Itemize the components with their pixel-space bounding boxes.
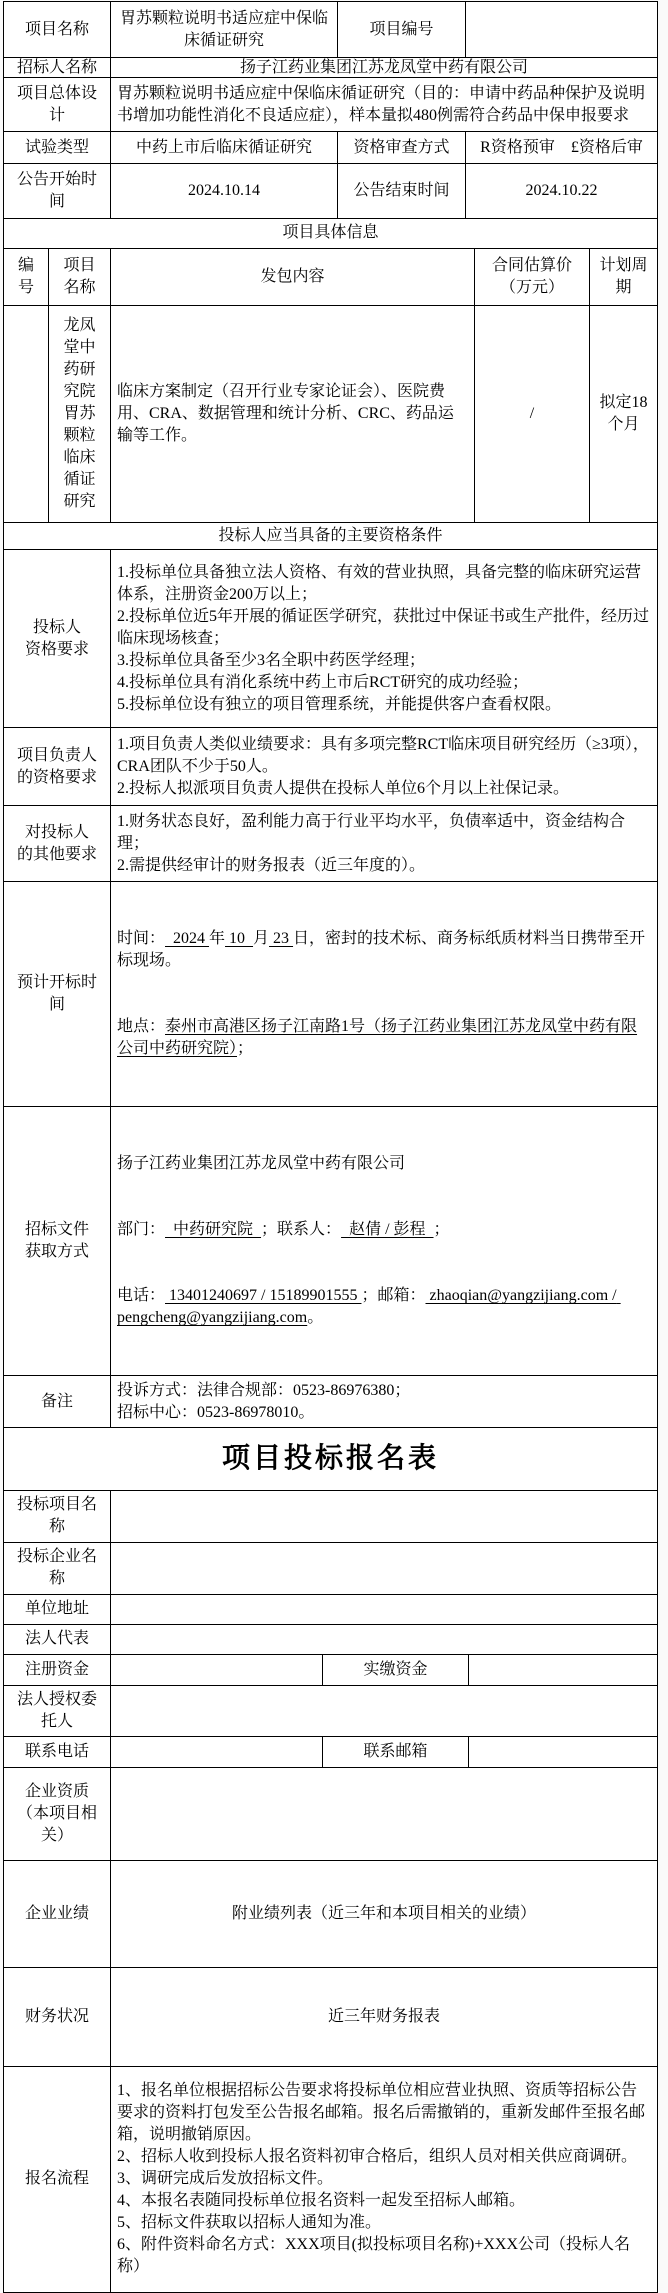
authorized-person-label: 法人授权委 托人 (4, 1685, 111, 1736)
paid-capital-value (469, 1654, 658, 1685)
remark-value: 投诉方式：法律合规部：0523-86976380； 招标中心：0523-86978010。 (111, 1376, 658, 1428)
bidder-requirements-value: 1.投标单位具备独立法人资格、有效的营业执照，具备完整的临床研究运营体系，注册资金200万以上； 2.投标单位近5年开展的循证医学研究，获批过中保证书或生产批件，经历过临床现场核查； 3.投标单位具备至少3名全职中药医学经理； 4.投标单位具有消化系统中药上市后RCT研究的成功经验； 5.投标单位设有独立的项目管理系统，并能提供客户查看权限。 (111, 550, 658, 728)
company-qualification-value (111, 1767, 658, 1860)
tender-document (3, 1, 657, 2293)
legal-rep-value (111, 1624, 658, 1654)
signup-form-table (3, 1427, 658, 2293)
trial-type-label: 试验类型 (4, 132, 111, 164)
doc-obtain-label: 招标文件 获取方式 (4, 1107, 111, 1376)
remark-label: 备注 (4, 1376, 111, 1428)
announce-end-value: 2024.10.22 (466, 164, 658, 219)
reg-capital-value (111, 1654, 323, 1685)
other-requirements-label: 对投标人 的其他要求 (4, 806, 111, 882)
bid-company-name-label: 投标企业名 称 (4, 1542, 111, 1594)
detail-section-title: 项目具体信息 (4, 218, 658, 248)
project-no-value (466, 2, 658, 58)
col-header-no: 编 号 (4, 248, 49, 305)
tenderer-label: 招标人名称 (4, 58, 111, 78)
bid-project-name-label: 投标项目名 称 (4, 1490, 111, 1542)
doc-obtain-company: 扬子江药业集团江苏龙凤堂中药有限公司 (117, 1155, 406, 1172)
trial-type-value: 中药上市后临床循证研究 (111, 132, 338, 164)
company-performance-label: 企业业绩 (4, 1860, 111, 1967)
signup-process-value: 1、报名单位根据招标公告要求将投标单位相应营业执照、资质等招标公告要求的资料打包发至公告报名邮箱。报名后需撤销的，重新发邮件至报名邮箱，说明撤销原因。 2、招标人收到投标人报名资料初审合格后，组织人员对相关供应商调研。 3、调研完成后发放招标文件。 4、本报名表随同投标单位报名资料一起发至招标人邮箱。 5、招标文件获取以招标人通知为准。 6、附件资料命名方式：XXX项目(拟投标项目名称)+XXX公司（投标人名称） (111, 2066, 658, 2292)
authorized-person-value (111, 1685, 658, 1736)
qualification-review-label: 资格审查方式 (338, 132, 466, 164)
signup-process-label: 报名流程 (4, 2066, 111, 2292)
project-detail-table (3, 218, 658, 524)
qualification-table (3, 522, 658, 1428)
col-header-price: 合同估算价 （万元） (475, 248, 590, 305)
legal-rep-label: 法人代表 (4, 1624, 111, 1654)
qualification-section-title: 投标人应当具备的主要资格条件 (4, 523, 658, 550)
overall-design-label: 项目总体设 计 (4, 78, 111, 132)
contact-email-label: 联系邮箱 (323, 1736, 469, 1767)
open-time-line: 时间： 2024 年 10 月 23 日，密封的技术标、商务标纸质材料当日携带至开标现场。 (117, 930, 646, 969)
detail-row-no (4, 305, 49, 523)
detail-row-name: 龙凤堂中药研究院胃苏颗粒临床循证研究 (49, 305, 111, 523)
company-address-label: 单位地址 (4, 1594, 111, 1624)
leader-requirements-value: 1.项目负责人类似业绩要求：具有多项完整RCT临床项目研究经历（≥3项），CRA团队不少于50人。 2.投标人拟派项目负责人提供在投标人单位6个月以上社保记录。 (111, 728, 658, 806)
project-name-label: 项目名称 (4, 2, 111, 58)
contact-phone-label: 联系电话 (4, 1736, 111, 1767)
contact-phone-value (111, 1736, 323, 1767)
other-requirements-value: 1.财务状态良好，盈利能力高于行业平均水平，负债率适中，资金结构合理； 2.需提供经审计的财务报表（近三年度的）。 (111, 806, 658, 882)
doc-obtain-value (111, 1107, 658, 1376)
bid-company-name-value (111, 1542, 658, 1594)
signup-form-title: 项目投标报名表 (4, 1427, 658, 1490)
company-qualification-label: 企业资质 （本项目相 关） (4, 1767, 111, 1860)
announce-start-value: 2024.10.14 (111, 164, 338, 219)
reg-capital-label: 注册资金 (4, 1654, 111, 1685)
company-performance-value: 附业绩列表（近三年和本项目相关的业绩） (111, 1860, 658, 1967)
detail-row-content: 临床方案制定（召开行业专家论证会）、医院费用、CRA、数据管理和统计分析、CRC、药品运输等工作。 (111, 305, 475, 523)
finance-status-value: 近三年财务报表 (111, 1967, 658, 2066)
doc-obtain-dept-line: 部门： 中药研究院 ；联系人： 赵倩 / 彭程 ； (117, 1221, 450, 1238)
overall-design-value: 胃苏颗粒说明书适应症中保临床循证研究（目的：申请中药品种保护及说明书增加功能性消化不良适应症），样本量拟480例需符合药品中保申报要求 (111, 78, 658, 132)
announce-end-label: 公告结束时间 (338, 164, 466, 219)
contact-email-value (469, 1736, 658, 1767)
bid-project-name-value (111, 1490, 658, 1542)
paid-capital-label: 实缴资金 (323, 1654, 469, 1685)
tenderer-value: 扬子江药业集团江苏龙凤堂中药有限公司 (111, 58, 658, 78)
col-header-content: 发包内容 (111, 248, 475, 305)
doc-obtain-phone-line: 电话： 13401240697 / 15189901555 ；邮箱： zhaoqian@yangzijiang.com / pengcheng@yangzijiang.com。 (117, 1287, 621, 1326)
bidder-requirements-label: 投标人 资格要求 (4, 550, 111, 728)
project-no-label: 项目编号 (338, 2, 466, 58)
open-place-line: 地点：泰州市高港区扬子江南路1号（扬子江药业集团江苏龙凤堂中药有限公司中药研究院）； (117, 1018, 638, 1057)
company-address-value (111, 1594, 658, 1624)
leader-requirements-label: 项目负责人 的资格要求 (4, 728, 111, 806)
open-time-label: 预计开标时 间 (4, 882, 111, 1107)
detail-row-price: / (475, 305, 590, 523)
qualification-review-value: R资格预审 £资格后审 (466, 132, 658, 164)
announce-start-label: 公告开始时 间 (4, 164, 111, 219)
open-time-value (111, 882, 658, 1107)
col-header-name: 项目 名称 (49, 248, 111, 305)
detail-row-period: 拟定18个月 (590, 305, 658, 523)
project-info-table (3, 1, 658, 219)
finance-status-label: 财务状况 (4, 1967, 111, 2066)
project-name-value: 胃苏颗粒说明书适应症中保临床循证研究 (111, 2, 338, 58)
col-header-period: 计划周 期 (590, 248, 658, 305)
